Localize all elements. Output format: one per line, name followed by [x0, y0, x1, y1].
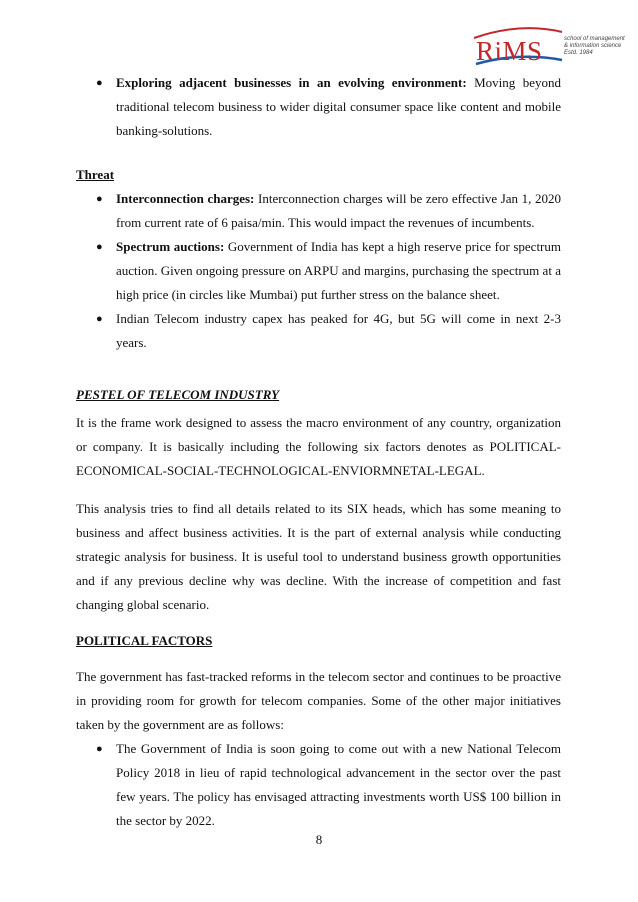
pestel-heading: PESTEL OF TELECOM INDUSTRY: [76, 387, 280, 402]
threat-item: [76, 235, 561, 307]
page-number: 8: [315, 832, 323, 847]
threat-heading: Threat: [76, 167, 115, 182]
bullet-exploring: [76, 71, 561, 143]
bullet-icon: ●: [96, 743, 103, 755]
logo-sub-line-2: & information science: [564, 43, 622, 49]
threat-item-text: Government of India has kept a high reserve price for spectrum auction. Given ongoing pressure on ARPU and margins, purchasing the spectrum at a high price (in circles like Mumbai) put further stress on the balance sheet.: [116, 239, 562, 302]
pestel-paragraph-2: This analysis tries to find all details related to its SIX heads, which has some meaning to business and affect business activities. It is the part of external analysis while conducting strategic analysis for business. It is useful tool to understand business growth opportunities and if any previous decline why was decline. With the increase of competition and fast changing global scenario.: [76, 501, 561, 612]
political-paragraph: The government has fast-tracked reforms in the telecom sector and continues to be proactive in providing room for growth for telecom companies. Some of the other major initiatives taken by the government are as follows:: [76, 669, 561, 732]
main-content: [76, 71, 561, 833]
political-bullet-text: The Government of India is soon going to come out with a new National Telecom Policy 2018 in lieu of rapid technological advancement in the sector over the past few years. The policy has envisaged attracting investments worth US$ 100 billion in the sector by 2022.: [116, 741, 561, 828]
threat-item-text: Interconnection charges will be zero effective Jan 1, 2020 from current rate of 6 paisa/min. This would impact the revenues of incumbents.: [116, 191, 561, 230]
logo-wordmark: RiMS: [476, 36, 543, 66]
threat-item-bold: Interconnection charges:: [116, 191, 255, 206]
bullet-icon: ●: [96, 193, 103, 205]
threat-item: [76, 307, 561, 355]
logo-sub-line-1: school of management: [564, 36, 625, 42]
political-heading: POLITICAL FACTORS: [76, 633, 213, 648]
bullet-bold: Exploring adjacent businesses in an evolving environment:: [116, 75, 467, 90]
bullet-text: Moving beyond traditional telecom business to wider digital consumer space like content and mobile banking-solutions.: [116, 75, 561, 138]
bullet-icon: ●: [96, 77, 103, 89]
threat-item: [76, 187, 561, 235]
political-bullet: [76, 737, 561, 833]
logo-subtitle: [564, 36, 625, 57]
threat-item-text: Indian Telecom industry capex has peaked for 4G, but 5G will come in next 2-3 years.: [116, 311, 561, 350]
bullet-icon: ●: [96, 241, 103, 253]
pestel-paragraph-1: It is the frame work designed to assess the macro environment of any country, organization or company. It is basically including the following six factors denotes as POLITICAL-ECONOMICAL-SOCIAL-TECHNOLOGICAL-ENVIORMNETAL-LEGAL.: [76, 415, 561, 478]
threat-item-bold: Spectrum auctions:: [116, 239, 225, 254]
rims-logo: [470, 22, 630, 68]
bullet-icon: ●: [96, 313, 103, 325]
logo-sub-line-3: Estd. 1984: [564, 50, 593, 56]
